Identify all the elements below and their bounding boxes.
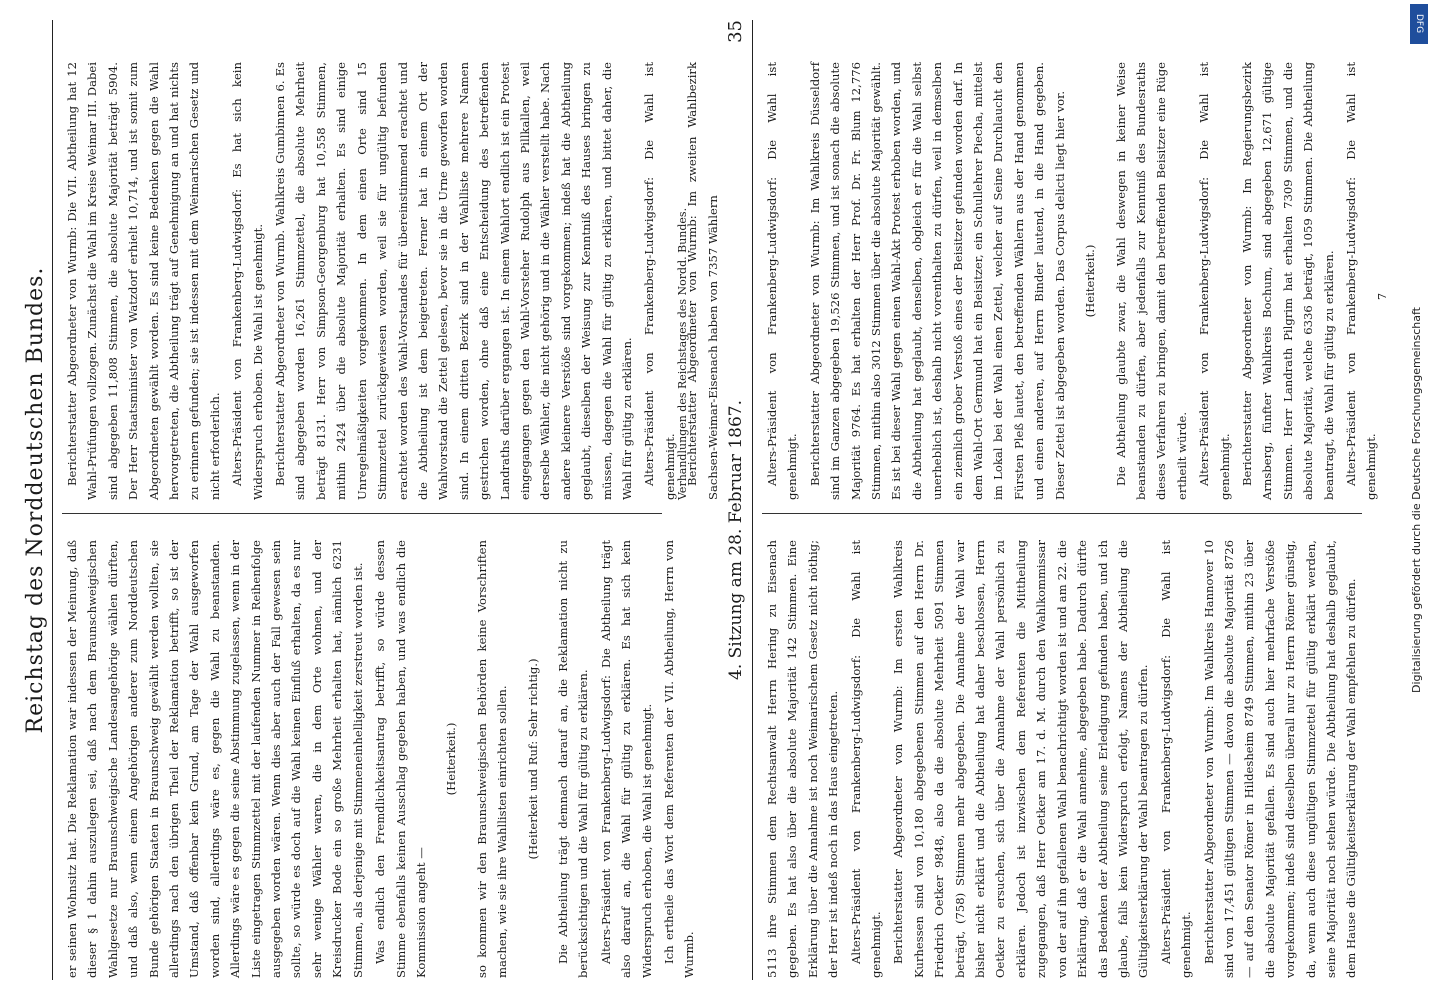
paragraph: Alters-Präsident von Frankenberg-Ludwigsdorf: Die Wahl ist genehmigt. — [848, 540, 884, 978]
right-page-content — [700, 0, 1400, 1000]
paragraph: Berichterstatter Abgeordneter von Wurmb: Im zweiten Wahlbezirk Sachsen-Weimar-Eisenach haben von 7357 Wählern — [685, 62, 720, 500]
paragraph: Die Abtheilung trägt demnach darauf an, die Reklamation nicht zu berücksichtigen und die Wahl für gültig zu erklären. — [555, 540, 591, 978]
dfg-logo: DFG — [1410, 4, 1428, 44]
column-divider — [62, 513, 662, 514]
paragraph: Berichterstatter Abgeordneter von Wurmb: Im Wahlkreis Hannover 10 sind von 17,451 gültigen Stimmen — davon die absolute Majorität 8726 — auf den Senator Römer in Hildesheim 8749 Stimmen, mithin 23 über die absolute Majorität gefallen. Es sind auch hier mehrfache Verstöße vorgekommen; indeß sind dieselben überall nur zu Herrn Römer günstig, da, wenn auch diese ungültigen Stimmzettel für gültig erklärt werden, seine Majorität noch stehen würde. Die Abtheilung hat deshalb geglaubt, dem Hause die Gültigkeitserklärung der Wahl empfehlen zu dürfen. — [1201, 540, 1359, 978]
page-number: 35 — [725, 20, 746, 43]
left-column-2 — [62, 62, 725, 500]
paragraph: Alters-Präsident von Frankenberg-Ludwigsdorf: Die Wahl ist genehmigt. — [1343, 62, 1379, 500]
right-page-header — [712, 20, 753, 980]
paragraph: Die Abtheilung glaubte zwar, die Wahl deswegen in keiner Weise beanstanden zu dürfen, aber jedenfalls zur Kenntniß des Bundesraths dieses Verfahren zu bringen, damit den betreffenden Beisitzer eine Rüge ertheilt würde. — [1113, 62, 1189, 500]
paragraph: Alters-Präsident von Frankenberg-Ludwigsdorf: Die Wahl ist genehmigt. — [1197, 62, 1232, 500]
paragraph: Ich ertheile das Wort dem Referenten der VII. Abtheilung, Herrn von Wurmb. — [661, 540, 697, 978]
right-column-1 — [762, 540, 1364, 978]
column-divider — [762, 513, 1362, 514]
paragraph: Was endlich den Fremdlichkeitsantrag betrifft, so würde dessen Stimme ebenfalls keinen Ausschlag gegeben haben, und was endlich die Kommission angeht — — [373, 540, 428, 978]
left-column-1 — [62, 540, 702, 978]
paragraph: Alters-Präsident von Frankenberg-Ludwigsdorf: Die Wahl ist genehmigt. — [642, 62, 677, 500]
paragraph: (Heiterkeit.) — [444, 722, 459, 796]
paragraph: er seinen Wohnsitz hat. Die Reklamation war indessen der Meinung, daß dieser § 1 dahin auszulegen sei, daß nach dem Braunschweigischen Wahlgesetze nur Braunschweigische Landesangehörige wählen dürften, und daß also, wenn einem Angehörigen anderer zum Norddeutschen Bunde gehörigen Staaten in Braunschweig gewählt werden wollten, sie allerdings nach den übrigen Theil der Reklamation betrifft, so ist der Umstand, daß offenbar kein Grund, am Tage der Wahl ausgeworfen worden sind, allerdings wäre es, gegen die Wahl zu beanstanden. Allerdings wäre es gegen die seine Abstimmung zugelassen, wenn in der Liste eingetragen Stimmzettel mit der laufenden Nummer in Reihenfolge ausgegeben worden wären. Wenn dies aber auch der Fall gewesen sein sollte, so würde es doch auf die Wahl keinen Einfluß erhalten, da es nur sehr wenige Wähler waren, die in dem Orte wohnen, und der Kreisdrucker Bode ein so große Mehrheit erhalten hat, nämlich 6231 Stimmen, als derjenige mit Stimmeneinhelligkeit zerstreut worden ist. — [65, 540, 365, 978]
paragraph: (Heiterkeit und Ruf: Sehr richtig.) — [525, 658, 540, 860]
session-title: 4. Sitzung am 28. Februar 1867. — [726, 400, 746, 680]
paragraph: Berichterstatter Abgeordneter von Wurmb: Die VII. Abtheilung hat 12 Wahl-Prüfungen vollzogen. Zunächst die Wahl im Kreise Weimar III. Dabei sind abgegeben 11,808 Stimmen, die absolute Majorität beträgt 5904. Der Herr Staatsminister von Watzdorf erhielt 10,714, und ist somit zum Abgeordneten gewählt worden. Es sind keine Bedenken gegen die Wahl hervorgetreten, die Abtheilung trägt auf Genehmigung an und hat nichts zu erinnern gefunden; sie ist indessen mit dem Weimarischen Gesetz und nicht erforderlich. — [65, 62, 222, 500]
paragraph: Berichterstatter Abgeordneter von Wurmb: Im Wahlkreis Düsseldorf sind im Ganzen abgegeben 19,526 Stimmen, und ist sonach die absolute Majorität 9764. Es hat erhalten der Herr Prof. Dr. Fr. Blum 12,776 Stimmen, mithin also 3012 Stimmen über die absolute Majorität gewählt. Es ist bei dieser Wahl gegen einen Wahl-Akt Protest erhoben worden, und die Abtheilung hat geglaubt, denselben, obgleich er für die Wahl selbst unerheblich ist, deshalb nicht vorenthalten zu dürfen, weil in demselben ein ziemlich grober Verstoß eines der Beisitzer gefunden worden darf. In dem Wahl-Ort Germund hat ein Beisitzer, ein Schullehrer Piecha, mittelst im Lokal bei der Wahl einen Zettel, welcher auf Seine Durchlaucht den Fürsten Pleß lautet, den betreffenden Wählern aus der Hand genommen und einen anderen, auf Herrn Binder lautend, in die Hand gegeben. Dieser Zettel ist abgegeben worden. Das Corpus delicti liegt hier vor. — [807, 62, 1067, 500]
left-page-footer: Verhandlungen des Reichstages des Nordd. Bundes. — [676, 207, 689, 500]
signature-mark: 7 — [1376, 293, 1389, 300]
left-header-title: Reichstag des Norddeutschen Bundes. — [23, 266, 48, 734]
paragraph: Alters-Präsident von Frankenberg-Ludwigsdorf: Es hat sich kein Widerspruch erhoben. Die Wahl ist genehmigt. — [230, 62, 265, 500]
dfg-notice-text: Digitalisierung gefördert durch die Deutsche Forschungsgemeinschaft — [1410, 307, 1423, 693]
paragraph: (Heiterkeit.) — [1083, 244, 1098, 318]
paragraph: Berichterstatter Abgeordneter von Wurmb: Im Regierungsbezirk Arnsberg, fünfter Wahlkreis Bochum, sind abgegeben 12,671 gültige Stimmen. Herr Landrath Pilgrim hat erhalten 7309 Stimmen, und die absolute Majorität, welche 6336 beträgt, 1059 Stimmen. Die Abtheilung beantragt, die Wahl für gültig zu erklären. — [1239, 62, 1336, 500]
paragraph: so kommen wir den Braunschweigischen Behörden keine Vorschriften machen, wie sie ihre Wahllisten einrichten sollen. — [474, 540, 510, 978]
paragraph: Alters-Präsident von Frankenberg-Ludwigsdorf: Die Wahl ist genehmigt. — [765, 62, 800, 500]
paragraph: Berichterstatter Abgeordneter von Wurmb: Im ersten Wahlkreis Kurhessen sind von 10,180 abgegebenen Stimmen auf den Herrn Dr. Friedrich Oetker 9848, also da die absolute Mehrheit 5091 Stimmen beträgt, (758) Stimmen mehr abgegeben. Die Annahme der Wahl war bisher nicht erklärt und die Abtheilung hat daher beschlossen, Herrn Oetker zu ersuchen, sich über die Annahme der Wahl persönlich zu erklären. Jedoch ist inzwischen dem Referenten die Mittheilung zugegangen, daß Herr Oetker am 17. d. M. durch den Wahlkommissar von der auf ihn gefallenen Wahl benachrichtigt worden ist und am 22. die Erklärung, daß er die Wahl annehme, abgegeben habe. Dadurch dürfte das Bedenken der Abtheilung seine Erledigung gefunden haben, und ich glaube, falls kein Widerspruch erfolgt, Namens der Abtheilung die Gültigkeitserklärung der Wahl beantragen zu dürfen. — [891, 540, 1151, 978]
left-page-header — [12, 20, 53, 980]
paragraph: 5113 ihre Stimmen dem Rechtsanwalt Herrn Hering zu Eisenach gegeben. Es hat also über die absolute Majorität 142 Stimmen. Eine Erklärung über die Annahme ist noch Weimarischem Gesetz nicht nöthig; der Herr ist indeß noch in das Haus eingetreten. — [765, 540, 841, 978]
dfg-notice — [1404, 0, 1430, 1000]
right-column-2 — [762, 62, 1384, 500]
paragraph: Alters-Präsident von Frankenberg-Ludwigsdorf: Die Abtheilung trägt also darauf an, die Wahl für gültig zu erklären. Es hat sich kein Widerspruch erhoben, die Wahl ist genehmigt. — [598, 540, 654, 978]
paragraph: Alters-Präsident von Frankenberg-Ludwigsdorf: Die Wahl ist genehmigt. — [1158, 540, 1194, 978]
paragraph: Berichterstatter Abgeordneter von Wurmb. Wahlkreis Gumbinnen 6. Es sind abgegeben worden 16,261 Stimmzettel, die absolute Mehrheit beträgt 8131. Herr von Simpson-Georgenburg hat 10,558 Stimmen, mithin 2424 über die absolute Majorität erhalten. Es sind einige Unregelmäßigkeiten vorgekommen. In dem einen Orte sind 15 Stimmzettel zurückgewiesen worden, weil sie für ungültig befunden erachtet worden des Wahl-Vorstandes für übereinstimmend erachtet und die Abtheilung ist dem beigetreten. Ferner hat in einem Ort der Wahlvorstand die Zettel gelesen, bevor sie in die Urne geworfen worden sind. In einem dritten Bezirk sind in der Wahlliste mehrere Namen gestrichen worden, ohne daß eine Entscheidung des betreffenden Landraths darüber ergangen ist. In einem Wahlort endlich ist ein Protest eingegangen gegen den Wahl-Vorsteher Rudolph aus Pillkallen, weil derselbe Wähler, die nicht gehörig und in die Wähler verstellt habe. Nach andere kleinere Verstöße sind vorgekommen; indeß hat die Abtheilung geglaubt, dieselben der Weisung zur Kenntniß des Hauses bringen zu müssen, dagegen die Wahl für gültig zu erklären, und bittet daher, die Wahl für gültig zu erklären. — [273, 62, 634, 500]
